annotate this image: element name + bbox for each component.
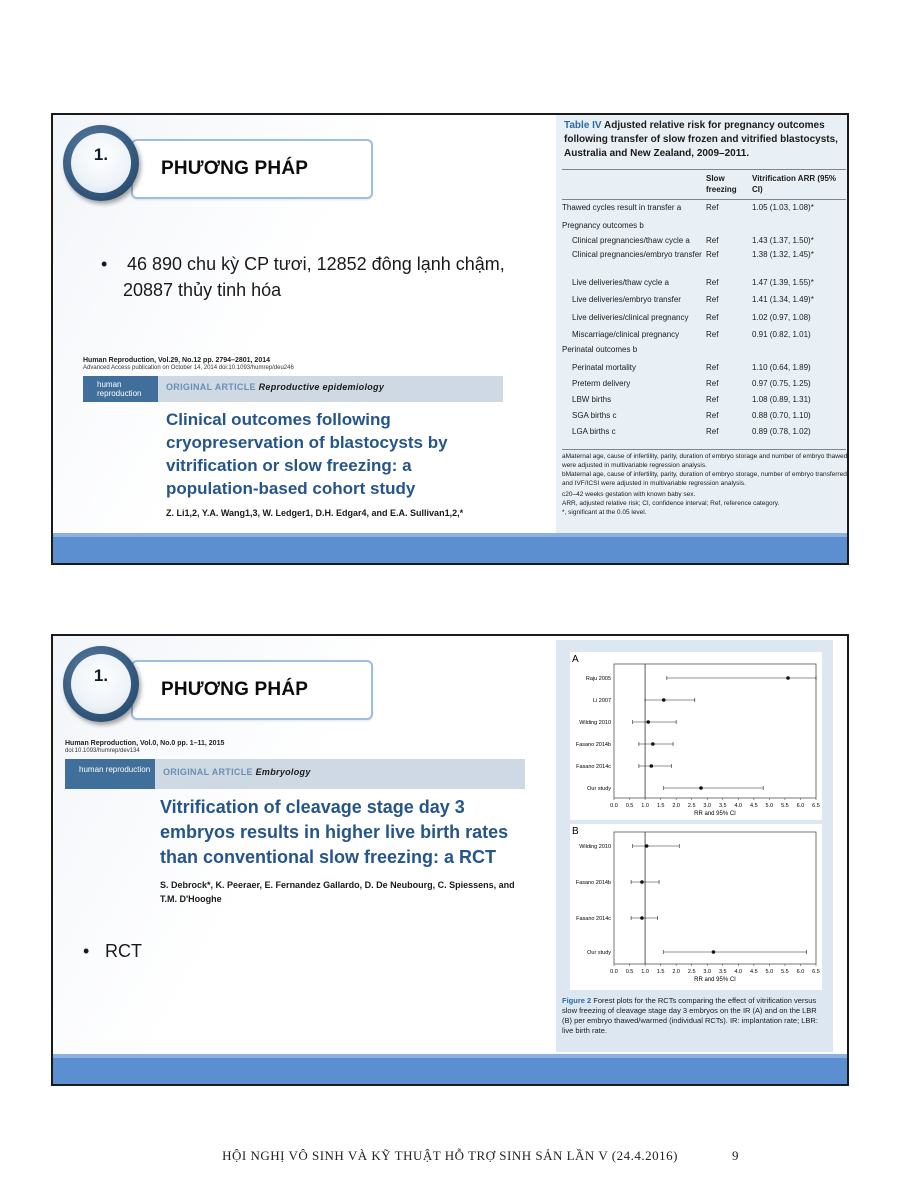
- plot-frame: [614, 664, 816, 798]
- table-row-label: Clinical pregnancies/embryo transfer: [572, 250, 702, 259]
- table-row-label: Perinatal outcomes b: [562, 345, 638, 354]
- article-authors: S. Debrock*, K. Peeraer, E. Fernandez Gallardo, D. De Neubourg, C. Spiessens, and T.M. D'Hooghe: [160, 880, 515, 904]
- x-axis-label: RR and 95% CI: [694, 977, 736, 983]
- x-tick-label: 0.0: [610, 969, 618, 975]
- table-row-label: Clinical pregnancies/thaw cycle a: [572, 236, 690, 245]
- article-snippet: [65, 740, 525, 906]
- x-tick-label: 3.0: [703, 803, 712, 809]
- x-tick-label: 2.0: [672, 969, 680, 975]
- table-row-value: 1.02 (0.97, 1.08): [752, 313, 811, 322]
- x-axis-label: RR and 95% CI: [694, 811, 736, 817]
- figure-caption: [562, 996, 828, 1036]
- table-caption: [564, 119, 846, 161]
- table-row-ref: Ref: [706, 330, 719, 339]
- journal-doi: doi:10.1093/humrep/dev134: [65, 748, 140, 754]
- x-tick-label: 6.5: [812, 803, 820, 809]
- study-label: Fasano 2014c: [576, 764, 611, 770]
- table-row-ref: Ref: [706, 236, 719, 245]
- section-number-badge: [63, 125, 139, 201]
- table-row-label: Live deliveries/clinical pregnancy: [572, 313, 689, 322]
- conference-footer: [0, 1148, 900, 1164]
- section-number-badge: [63, 646, 139, 722]
- point-estimate: [651, 742, 655, 746]
- point-estimate: [786, 676, 790, 680]
- study-label: Our study: [587, 950, 611, 956]
- study-label: Fasano 2014b: [575, 742, 611, 748]
- bullet-dot: •: [101, 254, 108, 274]
- x-tick-label: 1.0: [641, 803, 649, 809]
- slide-footer-bar: [53, 1054, 847, 1084]
- study-label: Fasano 2014b: [575, 880, 611, 886]
- table-row-ref: Ref: [706, 313, 719, 322]
- slide-1: [51, 113, 849, 565]
- table-footnote: ARR, adjusted relative risk; CI, confidence interval; Ref, reference category.: [562, 500, 780, 507]
- x-tick-label: 4.0: [734, 803, 743, 809]
- table-row-value: 1.08 (0.89, 1.31): [752, 395, 811, 404]
- bullet-item: [101, 251, 511, 303]
- x-tick-label: 5.0: [765, 969, 774, 975]
- table-footnote: aMaternal age, cause of infertility, parity, duration of embryo storage and number of embryo thawed were adjusted in multivariable regression analysis.: [562, 453, 848, 469]
- table-label: Table IV: [564, 120, 602, 131]
- article-band: [65, 759, 525, 789]
- point-estimate: [640, 880, 644, 884]
- point-estimate: [646, 720, 650, 724]
- table-row-ref: Ref: [706, 379, 719, 388]
- bullet-item: [83, 938, 203, 964]
- table-row-label: Thawed cycles result in transfer a: [562, 203, 682, 212]
- table-row-ref: Ref: [706, 250, 719, 259]
- panel-label: A: [572, 654, 579, 665]
- bullet-text: 46 890 chu kỳ CP tươi, 12852 đông lạnh chậm, 20887 thủy tinh hóa: [123, 254, 505, 300]
- table-row-label: Live deliveries/thaw cycle a: [572, 278, 669, 287]
- x-tick-label: 4.0: [734, 969, 743, 975]
- x-tick-label: 2.5: [687, 803, 696, 809]
- panel-label: B: [572, 826, 579, 837]
- article-band: [83, 376, 503, 402]
- study-label: Raju 2005: [585, 676, 611, 682]
- table-footnote: *, significant at the 0.05 level.: [562, 509, 647, 516]
- table-row-value: 1.47 (1.39, 1.55)*: [752, 278, 814, 287]
- article-category: Embryology: [255, 767, 311, 777]
- x-tick-label: 4.5: [750, 969, 758, 975]
- point-estimate: [649, 764, 653, 768]
- forest-plot-a: [570, 652, 822, 820]
- x-tick-label: 2.5: [687, 969, 696, 975]
- article-title: Vitrification of cleavage stage day 3 embryos results in higher live birth rates than conventional slow freezing: a RCT: [160, 797, 509, 867]
- table-row-label: Pregnancy outcomes b: [562, 221, 644, 230]
- section-number: 1.: [93, 145, 109, 164]
- table-row-ref: Ref: [706, 363, 719, 372]
- results-table: [556, 115, 849, 539]
- article-title: Clinical outcomes following cryopreservation of blastocysts by vitrification or slow freezing: a population-based cohort study: [166, 410, 448, 498]
- point-estimate: [645, 844, 649, 848]
- table-row-label: LGA births c: [572, 427, 616, 436]
- table-row-ref: Ref: [706, 427, 719, 436]
- article-category: Reproductive epidemiology: [258, 382, 385, 392]
- table-row-label: Preterm delivery: [572, 379, 631, 388]
- article-type: [163, 767, 311, 777]
- table-row-label: Miscarriage/clinical pregnancy: [572, 330, 680, 339]
- x-tick-label: 6.0: [796, 969, 805, 975]
- article-section: ORIGINAL ARTICLE: [166, 382, 256, 392]
- page-number: 9: [732, 1148, 739, 1163]
- table-footnote: c20–42 weeks gestation with known baby sex.: [562, 491, 696, 498]
- article-section: ORIGINAL ARTICLE: [163, 767, 253, 777]
- x-tick-label: 2.0: [672, 803, 680, 809]
- forest-plot-b: [570, 824, 822, 990]
- x-tick-label: 3.5: [718, 803, 727, 809]
- table-row-ref: Ref: [706, 203, 719, 212]
- table-row-value: 1.41 (1.34, 1.49)*: [752, 295, 814, 304]
- table-row-ref: Ref: [706, 411, 719, 420]
- point-estimate: [699, 786, 703, 790]
- study-label: Fasano 2014c: [576, 916, 611, 922]
- forest-plot-figure: [556, 640, 833, 1052]
- figure-caption-text: Forest plots for the RCTs comparing the effect of vitrification versus slow freezing of cleavage stage day 3 embryos on the IR (A) and on the LBR (B) per embryo thawed/warmed (individual RCTs). IR: implantation rate; LBR: live birth rate.: [562, 996, 818, 1035]
- x-tick-label: 0.0: [610, 803, 618, 809]
- x-tick-label: 6.0: [796, 803, 805, 809]
- journal-citation: Human Reproduction, Vol.29, No.12 pp. 2794–2801, 2014: [83, 357, 270, 364]
- study-label: Our study: [587, 786, 611, 792]
- slide-title-box: [131, 660, 373, 720]
- plot-frame: [614, 832, 816, 964]
- table-row-label: SGA births c: [572, 411, 617, 420]
- table-row-label: Live deliveries/embryo transfer: [572, 295, 681, 304]
- section-number: 1.: [93, 666, 109, 685]
- x-tick-label: 6.5: [812, 969, 820, 975]
- table-row-value: 1.05 (1.03, 1.08)*: [752, 203, 814, 212]
- table-header-slow: Slow freezing: [706, 174, 737, 194]
- table-row-value: 0.88 (0.70, 1.10): [752, 411, 811, 420]
- bullet-dot: •: [83, 941, 90, 961]
- journal-citation: Human Reproduction, Vol.0, No.0 pp. 1–11, 2015: [65, 740, 225, 747]
- point-estimate: [712, 950, 716, 954]
- table-row-value: 1.38 (1.32, 1.45)*: [752, 250, 814, 259]
- x-tick-label: 3.0: [703, 969, 712, 975]
- slide-footer-bar: [53, 533, 847, 563]
- article-type: [166, 382, 384, 392]
- journal-doi: Advanced Access publication on October 14, 2014 doi:10.1093/humrep/deu246: [83, 365, 294, 371]
- x-tick-label: 3.5: [718, 969, 727, 975]
- x-tick-label: 0.5: [625, 969, 634, 975]
- x-tick-label: 0.5: [625, 803, 634, 809]
- x-tick-label: 1.5: [656, 803, 665, 809]
- table-row-value: 1.10 (0.64, 1.89): [752, 363, 811, 372]
- table-row-label: LBW births: [572, 395, 612, 404]
- table-row-label: Perinatal mortality: [572, 363, 637, 372]
- study-label: Li 2007: [592, 698, 611, 704]
- slide-title-box: [131, 139, 373, 199]
- study-label: Wilding 2010: [579, 720, 611, 726]
- journal-logo: human reproduction: [83, 376, 158, 402]
- conference-name: HỘI NGHỊ VÔ SINH VÀ KỸ THUẬT HỖ TRỢ SINH SẢN LẦN V (24.4.2016): [222, 1148, 678, 1163]
- table-row-value: 0.97 (0.75, 1.25): [752, 379, 811, 388]
- x-tick-label: 1.0: [641, 969, 649, 975]
- article-snippet: [83, 357, 503, 518]
- article-authors: Z. Li1,2, Y.A. Wang1,3, W. Ledger1, D.H. Edgar4, and E.A. Sullivan1,2,*: [166, 508, 464, 518]
- figure-label: Figure 2: [562, 996, 592, 1005]
- point-estimate: [640, 916, 644, 920]
- table-caption-text: Adjusted relative risk for pregnancy outcomes following transfer of slow frozen and vitrified blastocysts, Australia and New Zealand, 2009–2011.: [564, 120, 838, 159]
- slide-title: PHƯƠNG PHÁP: [161, 679, 309, 700]
- table-header-vitrification: Vitrification ARR (95% CI): [752, 174, 837, 194]
- x-tick-label: 4.5: [750, 803, 758, 809]
- bullet-text: RCT: [105, 941, 142, 961]
- x-tick-label: 5.5: [781, 969, 789, 975]
- table-row-ref: Ref: [706, 395, 719, 404]
- x-tick-label: 1.5: [656, 969, 665, 975]
- point-estimate: [662, 698, 666, 702]
- table-row-value: 0.91 (0.82, 1.01): [752, 330, 811, 339]
- x-tick-label: 5.0: [765, 803, 774, 809]
- table-row-ref: Ref: [706, 278, 719, 287]
- slide-2: [51, 634, 849, 1086]
- x-tick-label: 5.5: [781, 803, 789, 809]
- journal-logo: human reproduction: [65, 759, 155, 789]
- table-footnote: bMaternal age, cause of infertility, parity, duration of embryo storage, number of embryo transferred and IVF/ICSI were adjusted in multivariable regression analysis.: [562, 471, 847, 487]
- study-label: Wilding 2010: [579, 844, 611, 850]
- table-row-value: 1.43 (1.37, 1.50)*: [752, 236, 814, 245]
- slide-title: PHƯƠNG PHÁP: [161, 158, 309, 179]
- table-row-value: 0.89 (0.78, 1.02): [752, 427, 811, 436]
- table-row-ref: Ref: [706, 295, 719, 304]
